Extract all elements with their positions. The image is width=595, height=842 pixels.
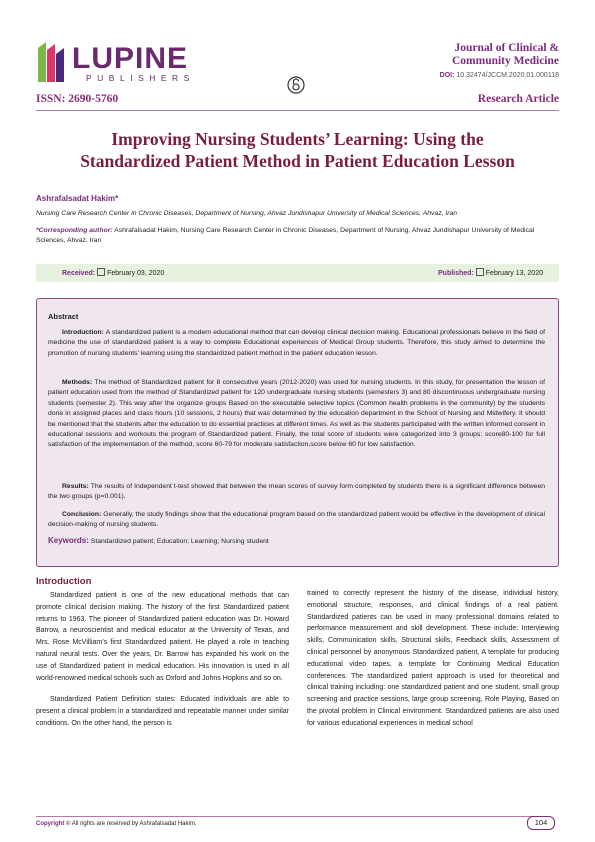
column-left bbox=[36, 590, 289, 740]
abstract-introduction: Introduction: A standardized patient is a modern educational method that can develop clinical decision making. Educational professionals believe in the field of medicine the use of standardized patient is a way to complete Educational experiences of Medical Group students. Therefore, this study aimed to determine the promotion of nursing students’ learning using the standardized patient method in the patient education lesson. bbox=[48, 329, 545, 357]
paragraph: Standardized patient is one of the new educational methods that can promote clinical decision making. The history of the first Standardized patient returns to 1963. The pioneer of Standardized patient education was Dr. Howard Barrow, a neuroscientist and medical educator at the University of Texas, and Mrs. Rose McVilliam’s first Standardized patient. He played a role in teaching natural neural tests. Over the years, Dr. Barrow has expanded his work on the use of Standardized patient in medical education. His innovation is used in all world-renowned medical schools such as Oxford and Johns Hopkins and so on. bbox=[36, 592, 289, 682]
abstract-conclusion: Conclusion: Generally, the study findings show that the educational program based on the standardized patient would be effective in the development of clinical decision-making of nursing students. bbox=[48, 511, 546, 529]
calendar-icon bbox=[97, 268, 105, 276]
keywords: Keywords: Standardized patient; Education; Learning; Nursing student bbox=[48, 536, 269, 545]
footer-divider bbox=[36, 816, 536, 817]
column-right bbox=[307, 588, 559, 740]
open-access-icon bbox=[287, 76, 305, 94]
abstract-methods: Methods: The method of Standardized patient for 8 consecutive years (2012-2020) was used for nursing students. In this study, for presentation the lesson of patient education used from the method of Standardized patient for 120 undergraduate nursing students (semesters 3) and 80 discontinuous undergraduate nursing students (semester 2). This way after the organize groups Based on the executable selective topics (Common health problems in the community) by the students done in assigned places and class hours (10 sessions, 2 hours) that was determined by the education department in the School of Nursing and Midwifery. It should be mentioned that the students after the education to do essential practices at different times. As well as the students participated with the written informed consent in educational sessions and workouts the program of Standardized patient. Finally, the total score of students were categorized into 3 groups: score80-100 for full satisfaction of the implementation of the method, score 60-79 for moderate satisfaction,score below 60 for low satisfaction. bbox=[48, 379, 546, 449]
calendar-icon bbox=[476, 268, 484, 276]
article-type: Research Article bbox=[477, 93, 559, 105]
divider bbox=[36, 110, 559, 111]
journal-name[interactable]: Journal of Clinical & Community Medicine bbox=[451, 42, 559, 67]
copyright: Copyright © All rights are reserved by Ashrafalsadat Hakim. bbox=[36, 821, 197, 827]
paragraph: trained to correctly represent the history of the disease, individual history, emotional structure, responses, and clinical findings of a real patient. Standardized patients can be used in many professional domains related to performance measurement and skill development. These include: Interviewing skills, Communication skills, Structural skills, Feedback skills, Assessment of clinical personnel by anonymous Standardized patient, A template for producing educational video tapes, a template for Continuing Medical Education conferences. The standardized patient approach is used for theoretical and clinical training including: one standardized patient and one student, small group screening and practice sessions, large group screening, Role Playing, Based on the pivotal problem in Clinical environment. Standardized patients are also used for various educational experiences in medical school bbox=[307, 590, 559, 727]
published-date: Published: February 13, 2020 bbox=[438, 270, 543, 277]
abstract-results: Results: The results of Independent t-test showed that between the mean scores of survey form completed by students there is a significant difference between the two groups (p=0.001). bbox=[48, 483, 546, 501]
logo-subtitle: PUBLISHERS bbox=[86, 73, 195, 83]
author-name: Ashrafalsadat Hakim* bbox=[36, 194, 119, 203]
issn: ISSN: 2690-5760 bbox=[36, 93, 119, 105]
logo-word: LUPINE bbox=[72, 42, 189, 75]
corresponding-author: *Corresponding author: Ashrafalsadat Hakim, Nursing Care Research Center in Chronic Diseases, Department of Nursing, Ahvaz Jundishapur University of Medical Sciences, Ahvaz, Iran bbox=[36, 227, 535, 244]
abstract-heading: Abstract bbox=[48, 312, 79, 321]
doi[interactable]: DOI: 10.32474/JCCM.2020.01.000118 bbox=[439, 72, 559, 79]
section-heading-introduction: Introduction bbox=[36, 576, 92, 587]
page-number: 104 bbox=[527, 816, 555, 830]
paragraph: Standardized Patient Definition states: Educated individuals are able to present a clinical problem in a standardized and repeatable manner under similar conditions. On the other hand, the person is bbox=[36, 696, 289, 727]
received-date: Received: February 03, 2020 bbox=[62, 270, 165, 277]
article-title: Improving Nursing Students’ Learning: Using the Standardized Patient Method in Patient Education Lesson bbox=[80, 129, 515, 171]
affiliation: Nursing Care Research Center in Chronic Diseases, Department of Nursing, Ahvaz Jundishapur University of Medical Sciences, Ahvaz, Iran bbox=[36, 210, 458, 217]
